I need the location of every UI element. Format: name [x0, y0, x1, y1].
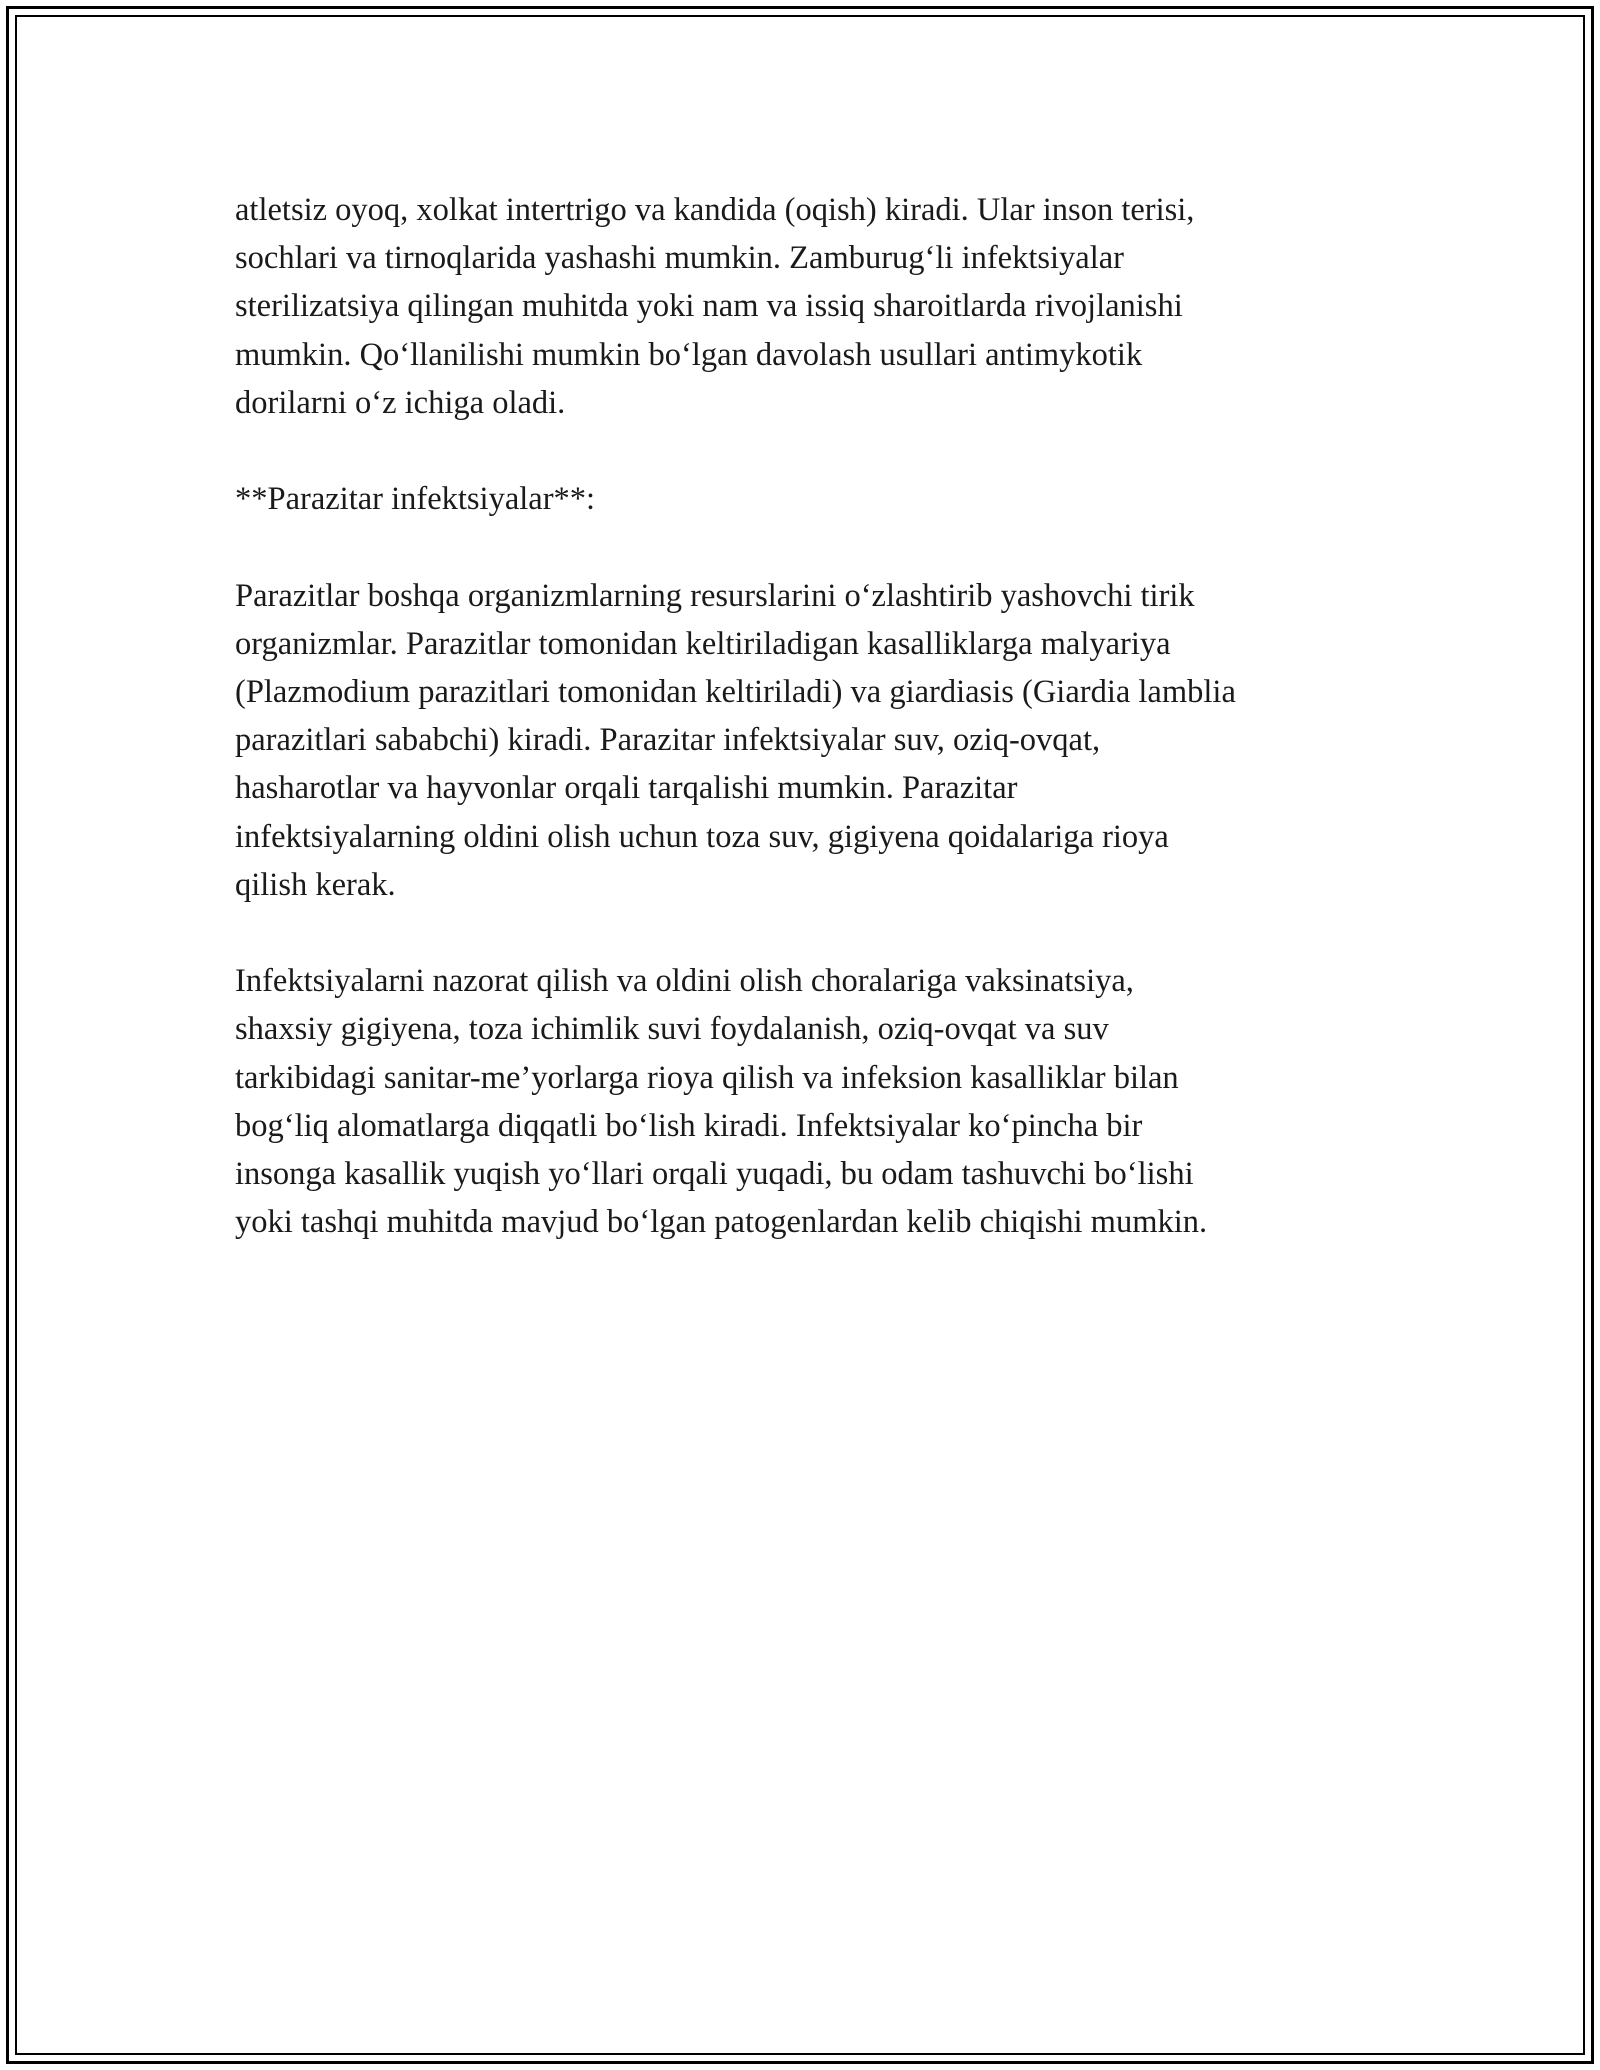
paragraph-prevention: Infektsiyalarni nazorat qilish va oldini olish choralariga vaksinatsiya, shaxsiy gigiyena, toza ichimlik suvi foydalanish, oziq-ovqat va suv tarkibidagi sanitar-me’yorlarga rioya qilish va infeksion kasalliklar bilan bog‘liq alomatlarga diqqatli bo‘lish kiradi. Infektsiyalar ko‘pincha bir insonga kasallik yuqish yo‘llari orqali yuqadi, bu odam tashuvchi bo‘lishi yoki tashqi muhitda mavjud bo‘lgan patogenlardan kelib chiqishi mumkin. [235, 963, 1208, 1241]
paragraph-parasitic: Parazitlar boshqa organizmlarning resurslarini o‘zlashtirib yashovchi tirik organizmlar. Parazitlar tomonidan keltiriladigan kasalliklarga malyariya (Plazmodium parazitlari tomonidan keltiriladi) va giardiasis (Giardia lamblia parazitlari sababchi) kiradi. Parazitar infektsiyalar suv, oziq-ovqat, hasharotlar va hayvonlar orqali tarqalishi mumkin. Parazitar infektsiyalarning oldini olish uchun toza suv, gigiyena qoidalariga rioya qilish kerak. [235, 577, 1236, 903]
section-heading-parasitic: **Parazitar infektsiyalar**: [235, 481, 596, 518]
document-body [235, 186, 1395, 1246]
paragraph-fungal-continuation: atletsiz oyoq, xolkat intertrigo va kandida (oqish) kiradi. Ular inson terisi, sochlari va tirnoqlarida yashashi mumkin. Zamburug‘li infektsiyalar sterilizatsiya qilingan muhitda yoki nam va issiq sharoitlarda rivojlanishi mumkin. Qo‘llanilishi mumkin bo‘lgan davolash usullari antimykotik dorilarni o‘z ichiga oladi. [235, 192, 1195, 421]
